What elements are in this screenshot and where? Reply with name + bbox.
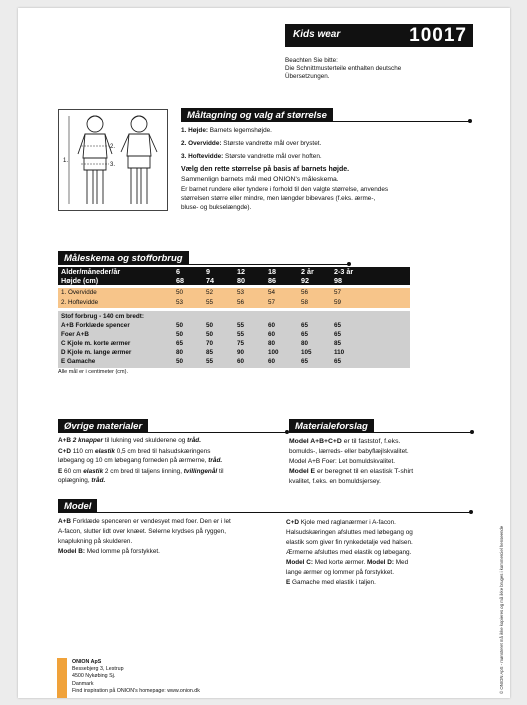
model-cd-line-5: Model C: Med korte ærmer. Model D: Med bbox=[286, 559, 409, 566]
material-line-2: bomulds-, lærreds- eller babyflæjlskvalitet. bbox=[289, 448, 409, 455]
ovrige-rule bbox=[58, 432, 286, 433]
footer-company: ONION ApS bbox=[72, 659, 102, 665]
ovrige-cd-line-1: C+D 110 cm elastik 0,5 cm bred til halsudskæringens bbox=[58, 448, 211, 455]
model-ab-line-2: A-facon, slutter lidt over knæet. Selerne krydses på ryggen, bbox=[58, 528, 227, 535]
maaltagning-rule bbox=[181, 121, 469, 122]
beachten-note bbox=[285, 57, 475, 81]
table-row: 2. Hoftevidde 53 55 56 57 58 59 bbox=[58, 298, 410, 308]
choose-size-instruction: Vælg den rette størrelse på basis af barnets højde. bbox=[181, 166, 350, 173]
compare-instruction: Sammenlign barnets mål med ONION's måleskema. bbox=[181, 176, 339, 183]
model-title: Model bbox=[58, 499, 97, 513]
table-row: C Kjole m. korte ærmer 65 70 75 80 80 85 bbox=[61, 340, 342, 347]
onion-logo-bar bbox=[57, 658, 67, 698]
model-ab-line-1: A+B Forklæde spenceren er vendesyet med foer. Den er i let bbox=[58, 518, 231, 525]
header-bar bbox=[285, 24, 473, 47]
table-row: 1. Overvidde 50 52 53 54 56 57 bbox=[58, 288, 410, 298]
ovrige-e-line-1: E 60 cm elastik 2 cm bred til taljens linning, tvillingenål til bbox=[58, 468, 224, 475]
measure-item-3: 3. Hoftevidde: Største vandrette mål over hoften. bbox=[181, 153, 322, 160]
footer-addr-2: 4500 Nykøbing Sj. bbox=[72, 673, 116, 680]
maaleskema-title: Måleskema og stofforbrug bbox=[58, 251, 189, 265]
kids-wear-label: Kids wear bbox=[293, 29, 341, 40]
fabric-usage-block bbox=[58, 311, 410, 368]
beachten-line-1: Beachten Sie bitte: bbox=[285, 57, 338, 64]
table-row: A+B Forklæde spencer 50 50 55 60 65 65 bbox=[61, 322, 342, 329]
beachten-line-3: Übersetzungen. bbox=[285, 73, 330, 80]
model-cd-line-3: elastik som giver fin rynkedetalje ved halsen. bbox=[286, 539, 413, 546]
figure-label-3: 3. bbox=[110, 162, 116, 168]
material-line-1: Model A+B+C+D er til faststof, f.eks. bbox=[289, 438, 401, 445]
footer-country: Danmark bbox=[72, 680, 94, 687]
maaltagning-title: Måltagning og valg af størrelse bbox=[181, 108, 333, 122]
rule-dot bbox=[470, 430, 474, 434]
figure-label-2: 2. bbox=[110, 144, 116, 150]
model-ab-line-3: knaplukning på skulderen. bbox=[58, 538, 133, 545]
maaleskema-rule bbox=[58, 264, 348, 265]
rule-dot bbox=[347, 262, 351, 266]
table-footnote: Alle mål er i centimeter (cm). bbox=[58, 369, 128, 375]
ovrige-ab: A+B 2 knapper til lukning ved skulderene og tråd. bbox=[58, 437, 201, 444]
children-silhouette-icon bbox=[59, 110, 167, 210]
measure-item-2: 2. Overvidde: Største vandrette mål over brystet. bbox=[181, 140, 322, 147]
kids-measure-figure bbox=[58, 109, 168, 211]
table-row: D Kjole m. lange ærmer 80 85 90 100 105 110 bbox=[61, 349, 345, 356]
fabric-header: Stof forbrug - 140 cm bredt: bbox=[61, 313, 144, 320]
materialeforslag-title: Materialeforslag bbox=[289, 419, 374, 433]
ovrige-cd-line-2: løbegang og 10 cm løbegang forneden på ærmerne, tråd. bbox=[58, 457, 223, 464]
model-e-line: E Gamache med elastik i taljen. bbox=[286, 579, 376, 586]
material-line-5: kvalitet, f.eks. en bomuldsjersey. bbox=[289, 478, 381, 485]
model-b-line: Model B: Med lomme på forstykket. bbox=[58, 548, 160, 555]
table-row: Foer A+B 50 50 55 60 65 65 bbox=[61, 331, 342, 338]
model-cd-line-4: Ærmerne afsluttes med elastik og løbegang. bbox=[286, 549, 412, 556]
measure-item-1: 1. Højde: Barnets legemshøjde. bbox=[181, 127, 272, 134]
table-row: E Gamache 50 55 60 60 65 65 bbox=[61, 358, 342, 365]
size-note-line-3: bluse- og bukselængde). bbox=[181, 204, 252, 211]
pattern-instruction-page bbox=[18, 8, 510, 698]
model-cd-line-1: C+D Kjole med raglanærmer i A-facon. bbox=[286, 519, 396, 526]
rule-dot bbox=[469, 510, 473, 514]
footer-address bbox=[72, 659, 200, 695]
footer-inspiration: Find inspiration på ONION's homepage: www.onion.dk bbox=[72, 687, 200, 694]
material-line-4: Model E er beregnet til en elastisk T-shirt bbox=[289, 468, 414, 475]
beachten-line-2: Die Schnittmusterteile enthalten deutsche bbox=[285, 65, 402, 72]
footer-addr-1: Bessebjerg 3, Lestrup bbox=[72, 666, 124, 673]
material-line-3: Model A+B Foer: Let bomuldskvalitet. bbox=[289, 458, 396, 465]
size-note-line-2: størrelsen større eller mindre, men længder bibevares (f.eks. ærme-, bbox=[181, 195, 376, 202]
model-cd-line-2: Halsudskæringen afsluttes med løbegang og bbox=[286, 529, 413, 536]
table-header-row-1: Alder/måneder/år 6 9 12 18 2 år 2-3 år bbox=[58, 267, 410, 276]
copyright-side-text: © ONION ApS - mønsteret må ikke kopieres og må ikke bruges i kommerciel henseende bbox=[499, 525, 504, 694]
pattern-number: 10017 bbox=[409, 25, 467, 46]
size-table bbox=[58, 267, 410, 377]
rule-dot bbox=[468, 119, 472, 123]
ovrige-e-line-2: oplægning, tråd. bbox=[58, 477, 106, 484]
model-cd-line-6: lange ærmer og lommer på forstykket. bbox=[286, 569, 394, 576]
materialeforslag-rule bbox=[289, 432, 471, 433]
ovrige-title: Øvrige materialer bbox=[58, 419, 148, 433]
size-note-line-1: Er barnet rundere eller tyndere i forhold til den valgte størrelse, anvendes bbox=[181, 186, 389, 193]
table-header-row-2: Højde (cm) 68 74 80 86 92 98 bbox=[58, 276, 410, 285]
figure-label-1: 1. bbox=[63, 158, 69, 164]
model-rule bbox=[58, 512, 470, 513]
